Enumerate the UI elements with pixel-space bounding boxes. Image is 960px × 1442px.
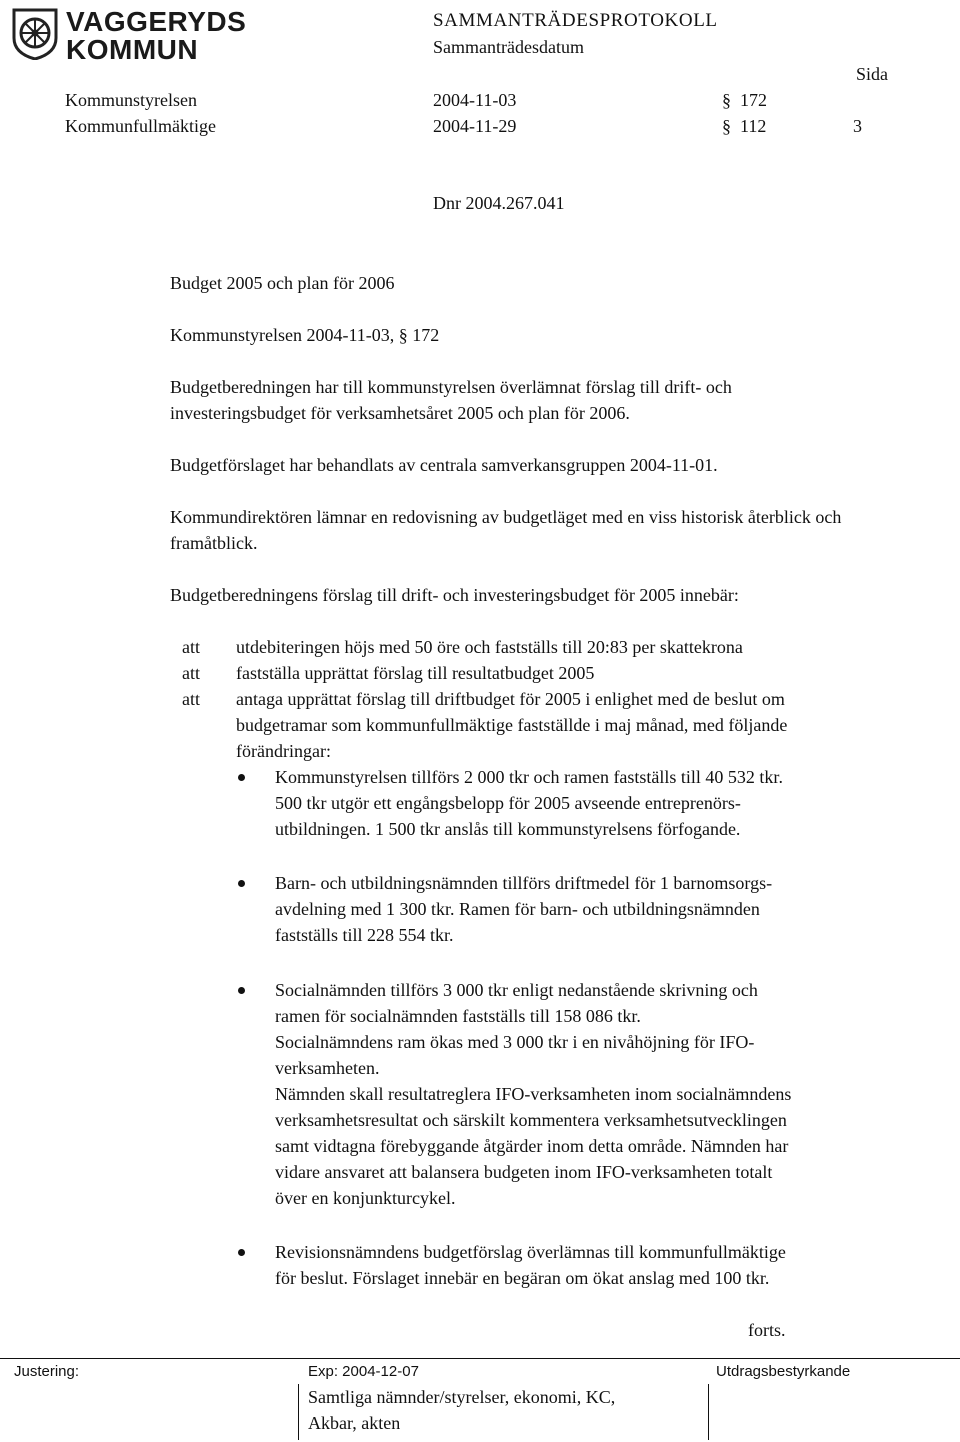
bullet-line: ramen för socialnämnden fastställs till 158 086 tkr. xyxy=(275,1006,641,1026)
reference-line: Kommunstyrelsen 2004-11-03, § 172 xyxy=(170,325,440,345)
municipality-logo xyxy=(10,6,247,65)
bullet-line: 500 tkr utgör ett engångsbelopp för 2005 avseende entreprenörs- xyxy=(275,793,741,813)
bullet-line: Socialnämndens ram ökas med 3 000 tkr i en nivåhöjning för IFO- xyxy=(275,1032,755,1052)
att-label-2: att xyxy=(182,663,200,683)
bullet-line: verksamhetsresultat och särskilt kommentera verksamhetsutvecklingen xyxy=(275,1110,787,1130)
meeting-date-label: Sammanträdesdatum xyxy=(433,37,584,57)
bullet-line: Revisionsnämndens budgetförslag överlämnas till kommunfullmäktige xyxy=(275,1242,786,1262)
bullet-line: vidare ansvaret att balansera budgeten inom IFO-verksamheten totalt xyxy=(275,1162,773,1182)
document-type: SAMMANTRÄDESPROTOKOLL xyxy=(433,10,718,31)
bullet-dot-icon xyxy=(238,1249,245,1256)
bullet-line: utbildningen. 1 500 tkr anslås till kommunstyrelsens förfogande. xyxy=(275,819,741,839)
utdrag-label: Utdragsbestyrkande xyxy=(716,1363,851,1380)
bullet-line: Nämnden skall resultatreglera IFO-verksamheten inom socialnämndens xyxy=(275,1084,792,1104)
recipients-line-1: Samtliga nämnder/styrelser, ekonomi, KC, xyxy=(308,1387,616,1407)
recipients-line-2: Akbar, akten xyxy=(308,1413,401,1433)
meeting-date-2: 2004-11-29 xyxy=(433,116,517,136)
bullet-line: Barn- och utbildningsnämnden tillförs driftmedel för 1 barnomsorgs- xyxy=(275,873,773,893)
bullet-dot-icon xyxy=(238,987,245,994)
att-label-1: att xyxy=(182,637,200,657)
paragraph-1: Budgetberedningen har till kommunstyrelsen överlämnat förslag till drift- och investeringsbudget för verksamhetsåret 2005 och plan för 2006. xyxy=(170,377,732,423)
diary-number: Dnr 2004.267.041 xyxy=(433,193,565,213)
section-sign-1: § xyxy=(722,90,731,110)
body-name-1: Kommunstyrelsen xyxy=(65,90,197,110)
footer-divider xyxy=(0,1358,960,1359)
municipal-wheel-logo-icon xyxy=(10,6,60,60)
logo-text-line2: KOMMUN xyxy=(66,34,199,65)
justering-label: Justering: xyxy=(14,1363,80,1380)
meeting-date-1: 2004-11-03 xyxy=(433,90,517,110)
bullet-line: samt vidtagna förebyggande åtgärder inom detta område. Nämnden har xyxy=(275,1136,789,1156)
recipients-right-border xyxy=(708,1384,709,1440)
att-label-3: att xyxy=(182,689,200,709)
continued-marker: forts. xyxy=(748,1320,786,1340)
section-number-1: 172 xyxy=(740,90,767,110)
bullet-line: verksamheten. xyxy=(275,1058,380,1078)
att-text-1: utdebiteringen höjs med 50 öre och fastställs till 20:83 per skattekrona xyxy=(236,637,743,657)
bullet-line: för beslut. Förslaget innebär en begäran om ökat anslag med 100 tkr. xyxy=(275,1268,770,1288)
page-number: 3 xyxy=(853,116,862,136)
recipients-left-border xyxy=(298,1384,299,1440)
body-name-2: Kommunfullmäktige xyxy=(65,116,216,136)
paragraph-3: Kommundirektören lämnar en redovisning av budgetläget med en viss historisk återblick och framåtblick. xyxy=(170,507,842,553)
expedition-date: Exp: 2004-12-07 xyxy=(308,1363,419,1380)
bullet-dot-icon xyxy=(238,774,245,781)
bullet-line: Socialnämnden tillförs 3 000 tkr enligt nedanstående skrivning och xyxy=(275,980,758,1000)
paragraph-4: Budgetberedningens förslag till drift- och investeringsbudget för 2005 innebär: xyxy=(170,585,739,605)
bullet-line: avdelning med 1 300 tkr. Ramen för barn- och utbildningsnämnden xyxy=(275,899,760,919)
att-text-2: fastställa upprättat förslag till resultatbudget 2005 xyxy=(236,663,595,683)
att-text-3: antaga upprättat förslag till driftbudget för 2005 i enlighet med de beslut om budgetramar som kommunfullmäktige fastställde i maj månad, med följande förändringar: xyxy=(236,689,788,761)
section-number-2: 112 xyxy=(740,116,767,136)
bullet-line: över en konjunkturcykel. xyxy=(275,1188,456,1208)
paragraph-2: Budgetförslaget har behandlats av centrala samverkansgruppen 2004-11-01. xyxy=(170,455,718,475)
document-title: Budget 2005 och plan för 2006 xyxy=(170,273,395,293)
logo-text-line1: VAGGERYDS xyxy=(66,6,247,37)
bullet-line: Kommunstyrelsen tillförs 2 000 tkr och ramen fastställs till 40 532 tkr. xyxy=(275,767,783,787)
bullet-dot-icon xyxy=(238,880,245,887)
section-sign-2: § xyxy=(722,116,731,136)
page-label: Sida xyxy=(856,64,889,84)
bullet-line: fastställs till 228 554 tkr. xyxy=(275,925,454,945)
